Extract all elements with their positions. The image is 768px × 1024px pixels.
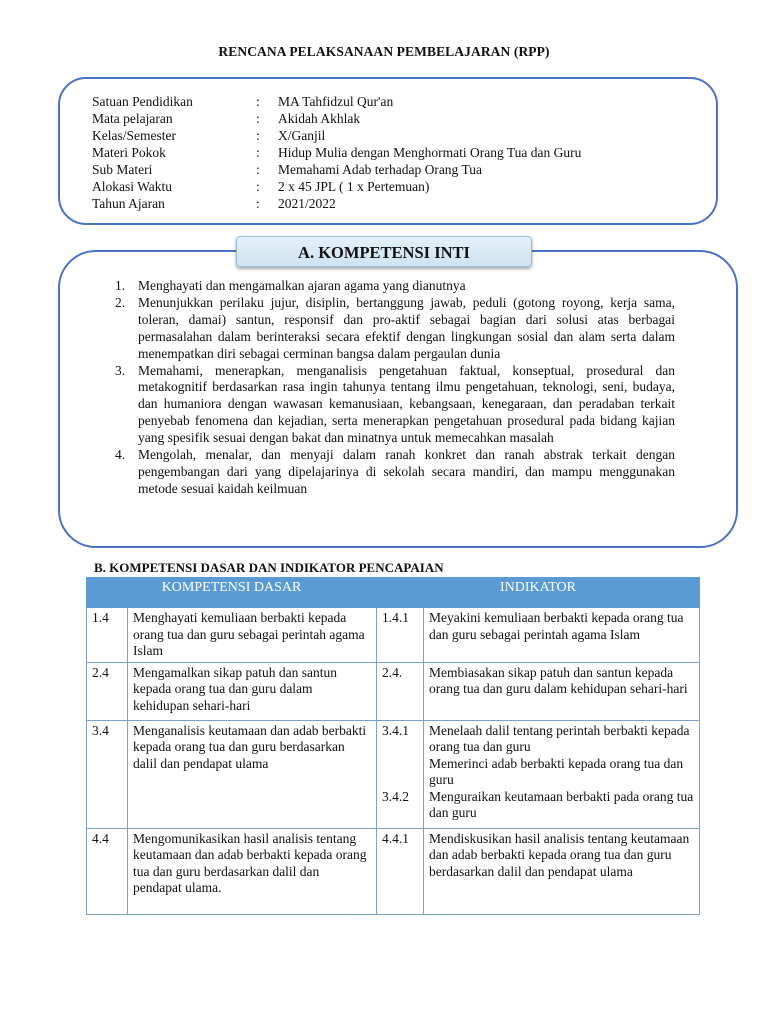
- list-item: [115, 295, 675, 363]
- info-label: Alokasi Waktu: [92, 179, 173, 194]
- indicator-number: 2.4.: [377, 662, 424, 720]
- kd-number: 2.4: [87, 662, 128, 720]
- indicator-text: Membiasakan sikap patuh dan santun kepada orang tua dan guru dalam kehidupan sehari-hari: [424, 662, 700, 720]
- info-colon: :: [256, 94, 260, 109]
- kd-number: 3.4: [87, 720, 128, 828]
- indicator-number: 3.4.2: [382, 788, 409, 804]
- list-text: Memahami, menerapkan, menganalisis pengetahuan faktual, konseptual, prosedural dan metakognitif berdasarkan rasa ingin tahunya tentang ilmu pengetahuan, teknologi, seni, budaya, dan humaniora dengan wawasan kemanusiaan, kebangsaan, kenegaraan, dan peradaban terkait penyebab fenomena dan kejadian, serta menerapkan pengetahuan prosedural pada bidang kajian yang spesifik sesuai dengan bakat dan minatnya untuk memecahkan masalah: [138, 362, 675, 446]
- info-colon: :: [256, 196, 260, 211]
- kd-text: Mengomunikasikan hasil analisis tentang keutamaan dan adab berbakti kepada orang tua dan guru berdasarkan dalil dan pendapat ulama.: [128, 828, 377, 914]
- list-item: [115, 447, 675, 498]
- info-label: Tahun Ajaran: [92, 196, 165, 211]
- info-colon: :: [256, 111, 260, 126]
- kd-text: Menganalisis keutamaan dan adab berbakti kepada orang tua dan guru berdasarkan dalil dan pendapat ulama: [128, 720, 377, 828]
- info-value: Akidah Akhlak: [278, 111, 361, 126]
- table-header-row: [87, 578, 700, 608]
- info-colon: :: [256, 179, 260, 194]
- list-text: Menunjukkan perilaku jujur, disiplin, bertanggung jawab, peduli (gotong royong, kerja sama, toleran, damai) santun, responsif dan pro-aktif sebagai bagian dari solusi atas berbagai permasalahan dalam berinteraksi secara efektif dengan lingkungan sosial dan alam serta dalam menempatkan diri sebagai cerminan bangsa dalam pergaulan dunia: [138, 294, 675, 361]
- list-item: [115, 278, 675, 295]
- info-colon: :: [256, 145, 260, 160]
- table-row: [87, 828, 700, 914]
- info-value: 2021/2022: [278, 196, 336, 211]
- section-b-heading: B. KOMPETENSI DASAR DAN INDIKATOR PENCAPAIAN: [94, 560, 444, 575]
- kd-text: Mengamalkan sikap patuh dan santun kepada orang tua dan guru dalam kehidupan sehari-hari: [128, 662, 377, 720]
- info-value: X/Ganjil: [278, 128, 326, 143]
- column-header-indikator: INDIKATOR: [377, 578, 700, 608]
- indicator-text: Menguraikan keutamaan berbakti pada orang tua dan guru: [429, 788, 694, 820]
- document-title: RENCANA PELAKSANAAN PEMBELAJARAN (RPP): [218, 44, 550, 59]
- list-text: Mengolah, menalar, dan menyaji dalam ranah konkret dan ranah abstrak terkait dengan pengembangan dari yang dipelajarinya di sekolah secara mandiri, dan mampu menggunakan metode sesuai kaidah keilmuan: [138, 447, 675, 496]
- list-number: 1.: [115, 278, 126, 293]
- indicator-number: 3.4.1: [382, 722, 409, 738]
- column-header-kompetensi-dasar: KOMPETENSI DASAR: [87, 578, 377, 608]
- info-label: Satuan Pendidikan: [92, 94, 193, 109]
- info-value: Memahami Adab terhadap Orang Tua: [278, 162, 482, 177]
- info-value: Hidup Mulia dengan Menghormati Orang Tua dan Guru: [278, 145, 582, 160]
- kompetensi-inti-heading: A. KOMPETENSI INTI: [236, 236, 532, 267]
- info-value: MA Tahfidzul Qur'an: [278, 94, 394, 109]
- indicator-text: Meyakini kemuliaan berbakti kepada orang tua dan guru sebagai perintah agama Islam: [424, 608, 700, 663]
- list-item: [115, 363, 675, 448]
- info-label: Sub Materi: [92, 162, 153, 177]
- info-label: Materi Pokok: [92, 145, 166, 160]
- indicator-text: Menelaah dalil tentang perintah berbakti kepada orang tua dan guru: [429, 722, 690, 754]
- kd-number: 4.4: [87, 828, 128, 914]
- competency-table: [86, 577, 700, 915]
- indicator-number: 1.4.1: [377, 608, 424, 663]
- info-label: Mata pelajaran: [92, 111, 173, 126]
- list-number: 2.: [115, 294, 126, 310]
- indicator-text: Memerinci adab berbakti kepada orang tua dan guru: [429, 755, 684, 787]
- list-text: Menghayati dan mengamalkan ajaran agama yang dianutnya: [138, 278, 466, 293]
- kd-text: Menghayati kemuliaan berbakti kepada orang tua dan guru sebagai perintah agama Islam: [128, 608, 377, 663]
- indicator-number-cell: [377, 720, 424, 828]
- indicator-text: Mendiskusikan hasil analisis tentang keutamaan dan adab berbakti kepada orang tua dan guru berdasarkan dalil dan pendapat ulama: [424, 828, 700, 914]
- info-colon: :: [256, 128, 260, 143]
- table-row: [87, 720, 700, 828]
- table-row: [87, 608, 700, 663]
- indicator-text-cell: [424, 720, 700, 828]
- table-row: [87, 662, 700, 720]
- kd-number: 1.4: [87, 608, 128, 663]
- info-value: 2 x 45 JPL ( 1 x Pertemuan): [278, 179, 430, 194]
- info-colon: :: [256, 162, 260, 177]
- list-number: 4.: [115, 447, 126, 463]
- list-number: 3.: [115, 362, 126, 378]
- kompetensi-inti-list: [115, 278, 675, 498]
- info-label: Kelas/Semester: [92, 128, 176, 143]
- indicator-number: 4.4.1: [377, 828, 424, 914]
